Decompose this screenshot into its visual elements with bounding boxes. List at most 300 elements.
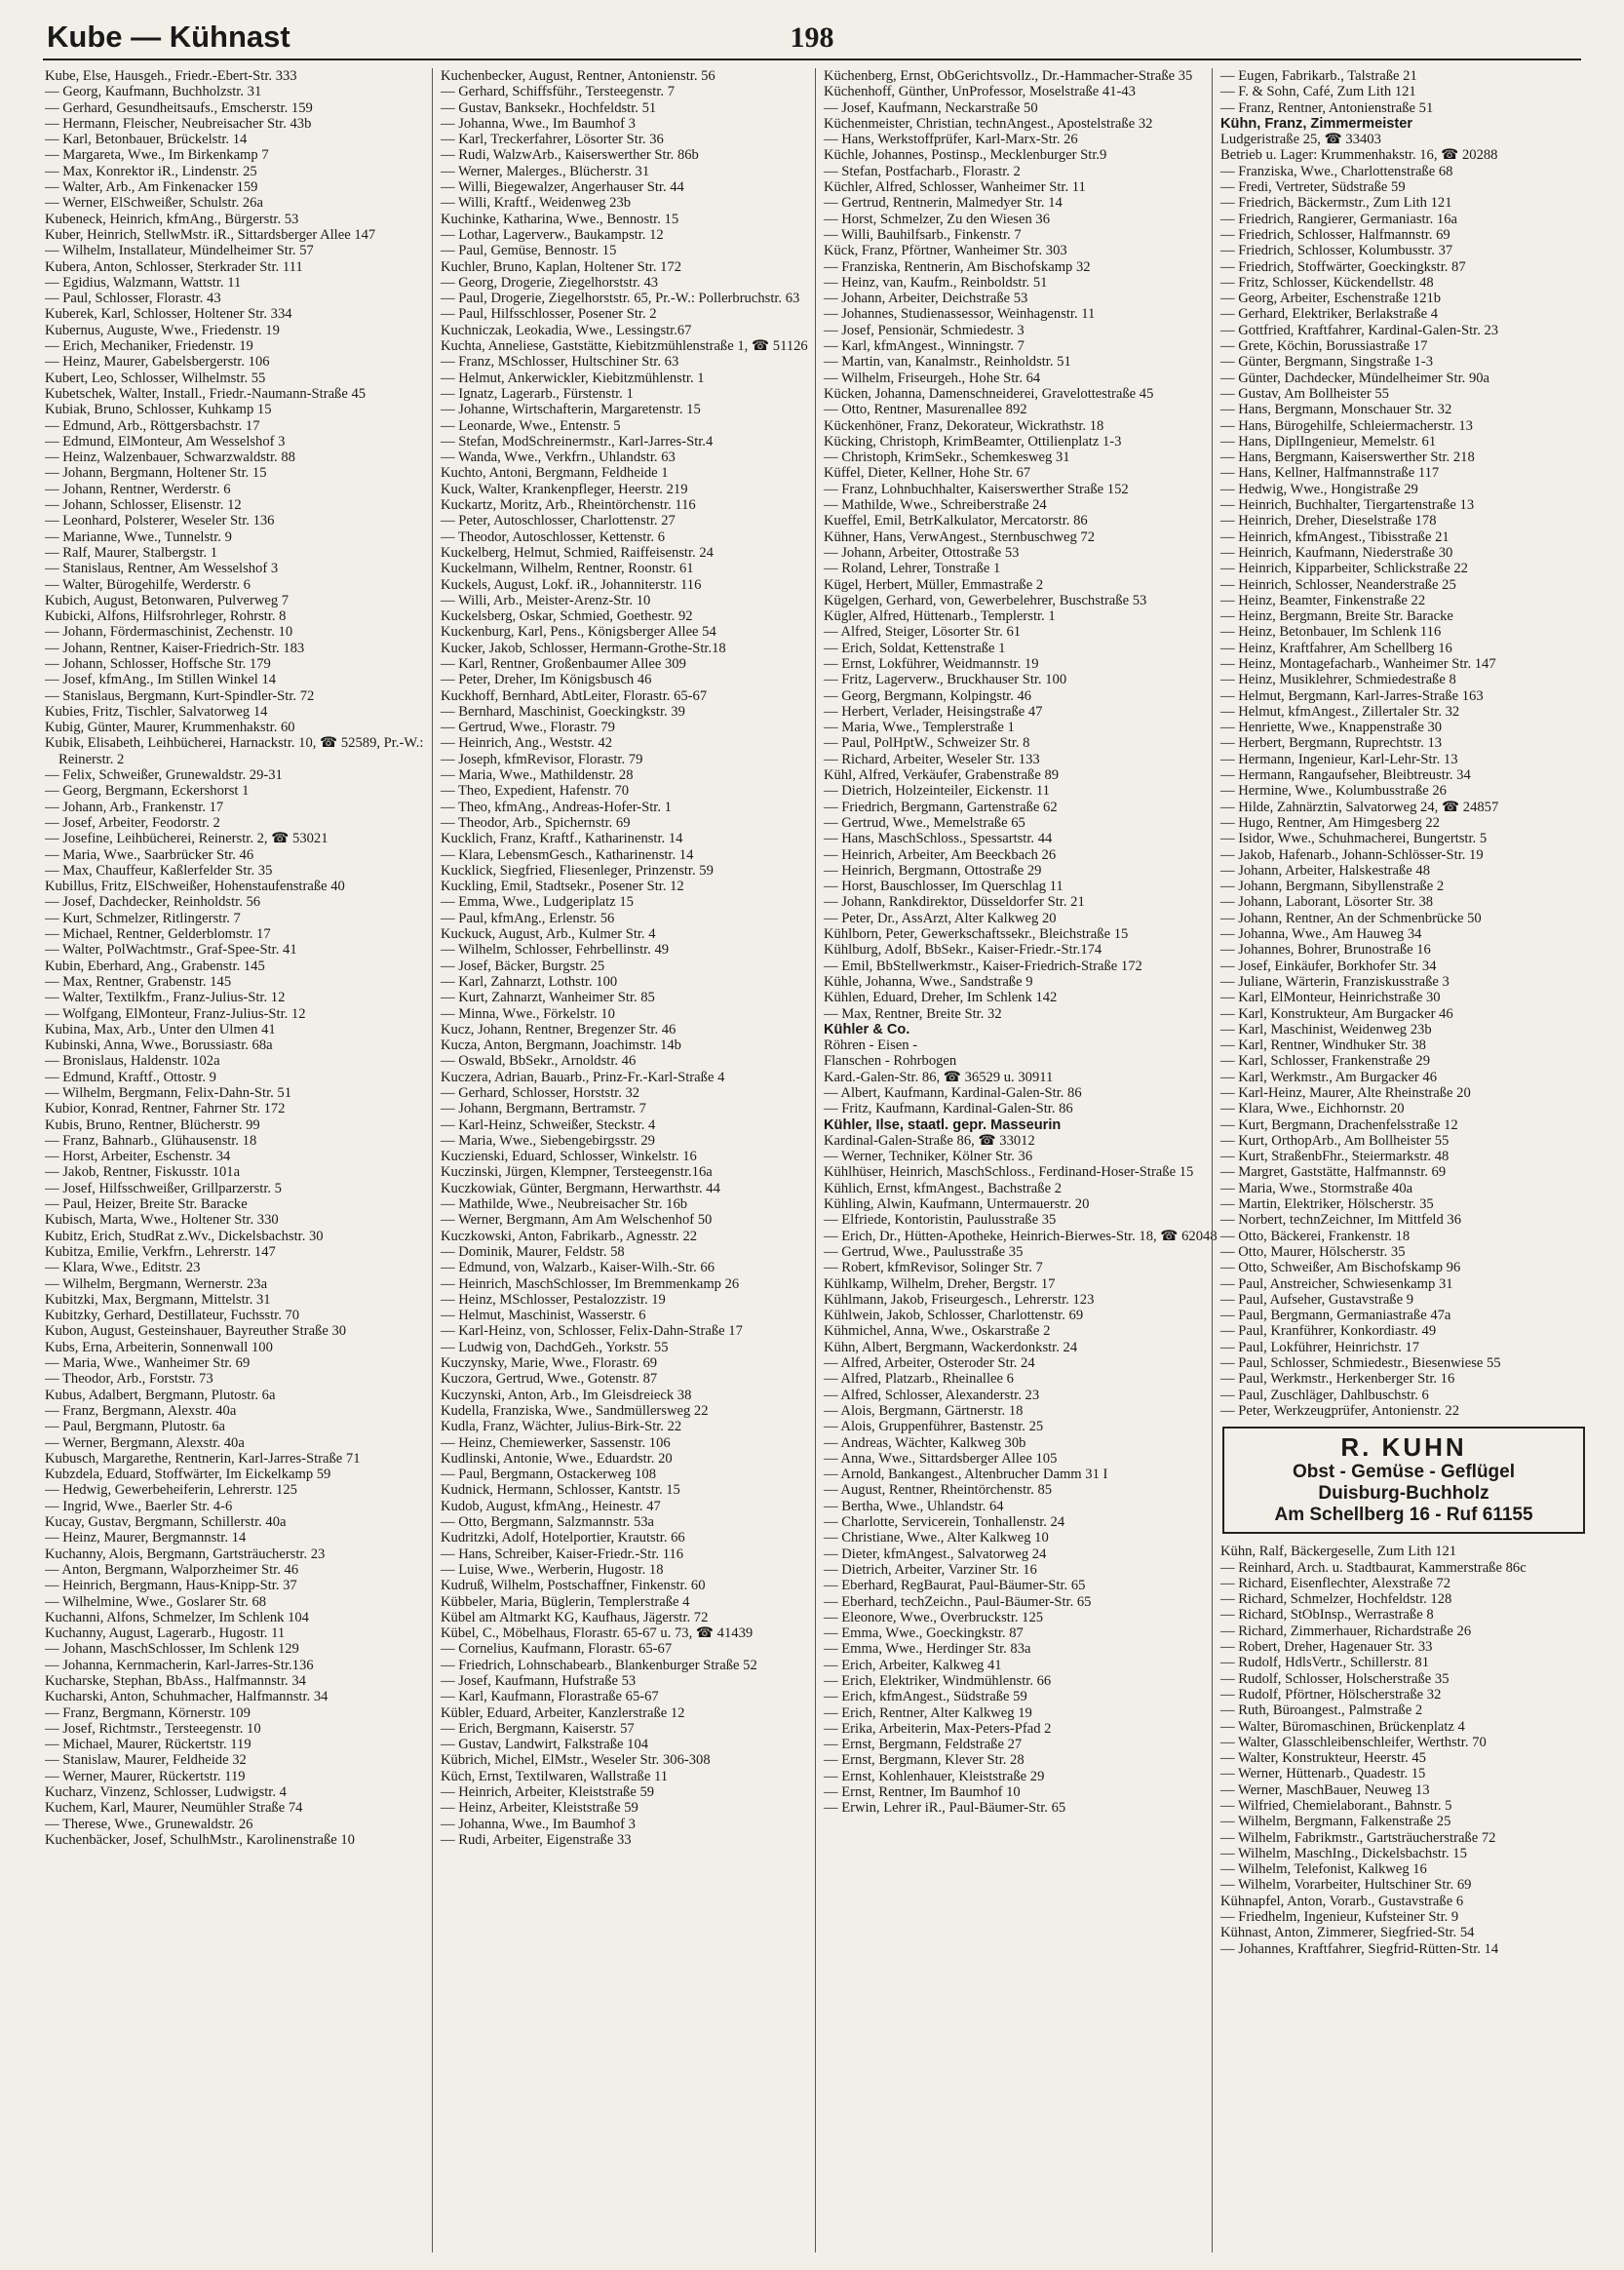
directory-entry: — Heinrich, Buchhalter, Tiergartenstraße 13 bbox=[1220, 497, 1475, 514]
directory-entry: — Heinz, van, Kaufm., Reinboldstr. 51 bbox=[824, 274, 1048, 291]
directory-entry: — Edmund, Arb., Röttgersbachstr. 17 bbox=[45, 417, 260, 434]
directory-entry: — Ernst, Bergmann, Feldstraße 27 bbox=[824, 1737, 1023, 1753]
directory-entry: — Horst, Arbeiter, Eschenstr. 34 bbox=[45, 1149, 231, 1165]
directory-entry: — Elfriede, Kontoristin, Paulusstraße 35 bbox=[824, 1212, 1057, 1229]
directory-entry: Kudlinski, Antonie, Wwe., Eduardstr. 20 bbox=[441, 1450, 673, 1467]
directory-entry: — Karl, Rentner, Großenbaumer Allee 309 bbox=[441, 655, 686, 672]
directory-entry: Kübel am Altmarkt KG, Kaufhaus, Jägerstr. 72 bbox=[441, 1609, 709, 1625]
directory-entry: — Willi, Biegewalzer, Angerhauser Str. 44 bbox=[441, 179, 684, 196]
directory-entry: — Alfred, Schlosser, Alexanderstr. 23 bbox=[824, 1387, 1040, 1403]
directory-entry: — Josefine, Leihbücherei, Reinerstr. 2, ☎ 53021 bbox=[45, 831, 329, 847]
directory-entry: — Werner, Bergmann, Alexstr. 40a bbox=[45, 1434, 245, 1451]
directory-entry: — Günter, Bergmann, Singstraße 1-3 bbox=[1220, 354, 1434, 371]
directory-entry: — Anton, Bergmann, Walporzheimer Str. 46 bbox=[45, 1561, 299, 1578]
directory-entry: Kühl, Alfred, Verkäufer, Grabenstraße 89 bbox=[824, 767, 1060, 784]
directory-entry: — Stefan, ModSchreinermstr., Karl-Jarres-Str.4 bbox=[441, 433, 714, 450]
directory-entry: Kubitz, Erich, StudRat z.Wv., Dickelsbachstr. 30 bbox=[45, 1228, 324, 1244]
directory-entry: — Max, Chauffeur, Kaßlerfelder Str. 35 bbox=[45, 862, 273, 879]
directory-entry: — Michael, Rentner, Gelderblomstr. 17 bbox=[45, 926, 271, 943]
directory-entry: Kubiak, Bruno, Schlosser, Kuhkamp 15 bbox=[45, 402, 272, 418]
directory-entry: Küffel, Dieter, Kellner, Hohe Str. 67 bbox=[824, 465, 1031, 482]
directory-entry: Kückenhöner, Franz, Dekorateur, Wickrathstr. 18 bbox=[824, 417, 1104, 434]
directory-entry: Kudruß, Wilhelm, Postschaffner, Finkenstr. 60 bbox=[441, 1578, 706, 1594]
directory-entry: — Heinz, Maurer, Bergmannstr. 14 bbox=[45, 1530, 247, 1546]
directory-entry: Kubusch, Margarethe, Rentnerin, Karl-Jarres-Straße 71 bbox=[45, 1450, 361, 1467]
directory-entry: — Emma, Wwe., Ludgeriplatz 15 bbox=[441, 894, 634, 911]
directory-entry: — Heinz, Kraftfahrer, Am Schellberg 16 bbox=[1220, 640, 1452, 656]
directory-entry: Kuchinke, Katharina, Wwe., Bennostr. 15 bbox=[441, 211, 679, 227]
directory-entry: Betrieb u. Lager: Krummenhakstr. 16, ☎ 20288 bbox=[1220, 147, 1498, 164]
directory-entry: — Helmut, Maschinist, Wasserstr. 6 bbox=[441, 1308, 646, 1324]
directory-entry: Küchler, Alfred, Schlosser, Wanheimer Str. 11 bbox=[824, 179, 1086, 196]
directory-entry: Kuchenbecker, August, Rentner, Antonienstr. 56 bbox=[441, 68, 715, 84]
directory-entry: — Johann, Arbeiter, Deichstraße 53 bbox=[824, 291, 1028, 307]
directory-entry: — Walter, PolWachtmstr., Graf-Spee-Str. 41 bbox=[45, 942, 297, 959]
directory-entry: — Franz, Lohnbuchhalter, Kaiserswerther Straße 152 bbox=[824, 481, 1129, 497]
directory-entry: — Günter, Dachdecker, Mündelheimer Str. 90a bbox=[1220, 370, 1490, 386]
directory-entry: — Helmut, Bergmann, Karl-Jarres-Straße 163 bbox=[1220, 687, 1484, 704]
directory-entry: — Walter, Arb., Am Finkenacker 159 bbox=[45, 179, 258, 196]
directory-entry: Kuchto, Antoni, Bergmann, Feldheide 1 bbox=[441, 465, 669, 482]
directory-entry: — Mathilde, Wwe., Schreiberstraße 24 bbox=[824, 497, 1047, 514]
directory-entry: — Werner, Hüttenarb., Quadestr. 15 bbox=[1220, 1766, 1426, 1782]
directory-entry: — Wanda, Wwe., Verkfrn., Uhlandstr. 63 bbox=[441, 450, 676, 466]
directory-entry: — Karl, Rentner, Windhuker Str. 38 bbox=[1220, 1037, 1426, 1054]
directory-entry: — Theodor, Arb., Forststr. 73 bbox=[45, 1371, 213, 1388]
directory-entry: — Margareta, Wwe., Im Birkenkamp 7 bbox=[45, 147, 269, 164]
directory-entry: Kühler & Co. bbox=[824, 1021, 910, 1037]
directory-entry: — Heinrich, kfmAngest., Tibisstraße 21 bbox=[1220, 528, 1450, 545]
directory-entry: — Wilhelm, Schlosser, Fehrbellinstr. 49 bbox=[441, 942, 670, 959]
directory-entry: — Edmund, ElMonteur, Am Wesselshof 3 bbox=[45, 433, 286, 450]
directory-entry: — Hedwig, Gewerbeheiferin, Lehrerstr. 125 bbox=[45, 1482, 297, 1499]
directory-entry: — Werner, MaschBauer, Neuweg 13 bbox=[1220, 1781, 1430, 1798]
directory-entry: — Hedwig, Wwe., Hongistraße 29 bbox=[1220, 481, 1418, 497]
directory-entry: Kühlkamp, Wilhelm, Dreher, Bergstr. 17 bbox=[824, 1275, 1056, 1292]
directory-entry: Küchenberg, Ernst, ObGerichtsvollz., Dr.-Hammacher-Straße 35 bbox=[824, 68, 1193, 84]
ad-line: Am Schellberg 16 - Ruf 61155 bbox=[1274, 1505, 1533, 1526]
directory-entry: — Heinz, Maurer, Gabelsbergerstr. 106 bbox=[45, 354, 270, 371]
directory-entry: — Stanislaus, Bergmann, Kurt-Spindler-Str. 72 bbox=[45, 687, 315, 704]
directory-entry: Kubin, Eberhard, Ang., Grabenstr. 145 bbox=[45, 958, 265, 974]
directory-entry: — Johann, Bergmann, Holtener Str. 15 bbox=[45, 465, 267, 482]
directory-entry: — Gustav, Landwirt, Falkstraße 104 bbox=[441, 1737, 649, 1753]
directory-entry: — Heinz, Bergmann, Breite Str. Baracke bbox=[1220, 608, 1453, 625]
directory-entry: — Hugo, Rentner, Am Himgesberg 22 bbox=[1220, 814, 1440, 831]
directory-entry: Kuchanny, August, Lagerarb., Hugostr. 11 bbox=[45, 1625, 286, 1642]
directory-entry: — Robert, Dreher, Hagenauer Str. 33 bbox=[1220, 1639, 1433, 1656]
directory-entry: — Paul, Kranführer, Konkordiastr. 49 bbox=[1220, 1323, 1437, 1340]
directory-entry: — Mathilde, Wwe., Neubreisacher Str. 16b bbox=[441, 1196, 688, 1213]
directory-entry: — Leonarde, Wwe., Entenstr. 5 bbox=[441, 417, 621, 434]
directory-entry: — Reinhard, Arch. u. Stadtbaurat, Kammerstraße 86c bbox=[1220, 1559, 1527, 1576]
directory-entry: — Karl, ElMonteur, Heinrichstraße 30 bbox=[1220, 990, 1441, 1006]
ad-line: Obst - Gemüse - Geflügel bbox=[1292, 1462, 1516, 1483]
directory-entry: — Roland, Lehrer, Tonstraße 1 bbox=[824, 561, 1001, 577]
directory-entry: — Herbert, Bergmann, Ruprechtstr. 13 bbox=[1220, 735, 1443, 752]
directory-entry: — Ralf, Maurer, Stalbergstr. 1 bbox=[45, 544, 218, 561]
directory-entry: Kucharske, Stephan, BbAss., Halfmannstr. 34 bbox=[45, 1672, 306, 1689]
directory-entry: — Helmut, kfmAngest., Zillertaler Str. 32 bbox=[1220, 703, 1460, 720]
directory-entry: Küch, Ernst, Textilwaren, Wallstraße 11 bbox=[441, 1768, 668, 1784]
directory-entry: Kard.-Galen-Str. 86, ☎ 36529 u. 30911 bbox=[824, 1069, 1054, 1085]
directory-entry: Kuberek, Karl, Schlosser, Holtener Str. 334 bbox=[45, 306, 292, 323]
directory-entry: — Johanna, Wwe., Am Hauweg 34 bbox=[1220, 926, 1422, 943]
directory-entry: — Rudolf, Schlosser, Holscherstraße 35 bbox=[1220, 1670, 1450, 1687]
directory-entry: — Eberhard, techZeichn., Paul-Bäumer-Str. 65 bbox=[824, 1593, 1092, 1610]
directory-entry: — Johanne, Wirtschafterin, Margaretenstr. 15 bbox=[441, 402, 701, 418]
directory-entry: — Karl, Schlosser, Frankenstraße 29 bbox=[1220, 1053, 1431, 1070]
directory-entry: — Paul, Anstreicher, Schwiesenkamp 31 bbox=[1220, 1275, 1453, 1292]
directory-entry: — Wilhelm, Fabrikmstr., Gartsträucherstraße 72 bbox=[1220, 1829, 1496, 1846]
directory-entry: Kühlhüser, Heinrich, MaschSchloss., Ferdinand-Hoser-Straße 15 bbox=[824, 1164, 1194, 1181]
directory-entry: — Walter, Bürogehilfe, Werderstr. 6 bbox=[45, 576, 251, 593]
directory-entry: — Walter, Konstrukteur, Heerstr. 45 bbox=[1220, 1750, 1426, 1767]
ad-company-name: R. KUHN bbox=[1340, 1432, 1467, 1463]
directory-entry: Kuczienski, Eduard, Schlosser, Winkelstr. 16 bbox=[441, 1149, 697, 1165]
directory-entry: — Heinz, Walzenbauer, Schwarzwaldstr. 88 bbox=[45, 450, 295, 466]
directory-entry: — Franz, Bergmann, Alexstr. 40a bbox=[45, 1402, 237, 1419]
directory-entry: — Franz, Rentner, Antonienstraße 51 bbox=[1220, 99, 1434, 116]
directory-entry: Kühle, Johanna, Wwe., Sandstraße 9 bbox=[824, 973, 1033, 990]
directory-entry: — Karl, Kaufmann, Florastraße 65-67 bbox=[441, 1689, 659, 1705]
directory-entry: — Johann, Bergmann, Sibyllenstraße 2 bbox=[1220, 879, 1445, 895]
directory-entry: — Heinrich, Arbeiter, Am Beeckbach 26 bbox=[824, 846, 1057, 863]
directory-entry: — Margret, Gaststätte, Halfmannstr. 69 bbox=[1220, 1164, 1447, 1181]
directory-entry: — Stanislaw, Maurer, Feldheide 32 bbox=[45, 1752, 247, 1769]
directory-entry: — Edmund, Kraftf., Ottostr. 9 bbox=[45, 1069, 216, 1085]
directory-entry: — Maria, Wwe., Wanheimer Str. 69 bbox=[45, 1355, 251, 1372]
directory-entry: — Johann, Arbeiter, Halskestraße 48 bbox=[1220, 862, 1431, 879]
directory-entry: — Karl, Werkmstr., Am Burgacker 46 bbox=[1220, 1069, 1438, 1085]
directory-entry: — F. & Sohn, Café, Zum Lith 121 bbox=[1220, 84, 1416, 100]
directory-entry: — Friedrich, Bergmann, Gartenstraße 62 bbox=[824, 799, 1058, 815]
directory-entry: Kubicki, Alfons, Hilfsrohrleger, Rohrstr. 8 bbox=[45, 608, 287, 625]
directory-entry: — Paul, Aufseher, Gustavstraße 9 bbox=[1220, 1291, 1414, 1308]
directory-entry: — Theo, Expedient, Hafenstr. 70 bbox=[441, 783, 630, 800]
directory-entry: — Theo, kfmAng., Andreas-Hofer-Str. 1 bbox=[441, 799, 672, 815]
directory-entry: — Josef, Kaufmann, Neckarstraße 50 bbox=[824, 99, 1038, 116]
directory-entry: — Maria, Wwe., Mathildenstr. 28 bbox=[441, 767, 634, 784]
directory-entry: Kück, Franz, Pförtner, Wanheimer Str. 303 bbox=[824, 243, 1067, 259]
directory-entry: — Maria, Wwe., Saarbrücker Str. 46 bbox=[45, 846, 254, 863]
directory-entry: — Marianne, Wwe., Tunnelstr. 9 bbox=[45, 528, 232, 545]
directory-entry: — Richard, Schmelzer, Hochfeldstr. 128 bbox=[1220, 1591, 1452, 1608]
directory-entry: — Ignatz, Lagerarb., Fürstenstr. 1 bbox=[441, 385, 634, 402]
directory-entry: — Georg, Kaufmann, Buchholzstr. 31 bbox=[45, 84, 262, 100]
directory-entry: — Gerhard, Gesundheitsaufs., Emscherstr. 159 bbox=[45, 99, 313, 116]
directory-entry: Kucklich, Franz, Kraftf., Katharinenstr. 14 bbox=[441, 831, 683, 847]
directory-entry: — Alfred, Steiger, Lösorter Str. 61 bbox=[824, 624, 1022, 641]
directory-entry: — Johann, Arbeiter, Ottostraße 53 bbox=[824, 544, 1020, 561]
directory-entry: — Wilhelmine, Wwe., Goslarer Str. 68 bbox=[45, 1593, 267, 1610]
directory-entry: — Martin, Elektriker, Hölscherstr. 35 bbox=[1220, 1196, 1434, 1213]
directory-entry: — Paul, Gemüse, Bennostr. 15 bbox=[441, 243, 617, 259]
directory-entry: Kuczkowski, Anton, Fabrikarb., Agnesstr. 22 bbox=[441, 1228, 698, 1244]
directory-entry: Kuckling, Emil, Stadtsekr., Posener Str. 12 bbox=[441, 879, 684, 895]
directory-entry: Kubera, Anton, Schlosser, Sterkrader Str. 111 bbox=[45, 258, 303, 275]
directory-entry: Kügler, Alfred, Hüttenarb., Templerstr. 1 bbox=[824, 608, 1056, 625]
directory-entry: — Karl-Heinz, Maurer, Alte Rheinstraße 20 bbox=[1220, 1085, 1471, 1101]
directory-entry: — Werner, ElSchweißer, Schulstr. 26a bbox=[45, 195, 263, 212]
directory-entry: — Leonhard, Polsterer, Weseler Str. 136 bbox=[45, 513, 275, 529]
directory-entry: — Peter, Dreher, Im Königsbusch 46 bbox=[441, 672, 652, 688]
directory-entry: — Johanna, Kernmacherin, Karl-Jarres-Str.136 bbox=[45, 1657, 314, 1673]
directory-entry: Kuckels, August, Lokf. iR., Johanniterstr. 116 bbox=[441, 576, 702, 593]
directory-entry: — Wilhelm, Friseurgeh., Hohe Str. 64 bbox=[824, 370, 1041, 386]
directory-entry: Kubina, Max, Arb., Unter den Ulmen 41 bbox=[45, 1021, 276, 1037]
directory-entry: Kübrich, Michel, ElMstr., Weseler Str. 306-308 bbox=[441, 1752, 711, 1769]
directory-entry: — Heinz, Arbeiter, Kleiststraße 59 bbox=[441, 1800, 638, 1817]
directory-entry: Kardinal-Galen-Straße 86, ☎ 33012 bbox=[824, 1132, 1035, 1149]
directory-entry: — Gerhard, Schiffsführ., Tersteegenstr. 7 bbox=[441, 84, 675, 100]
directory-entry: — Karl-Heinz, Schweißer, Steckstr. 4 bbox=[441, 1116, 656, 1133]
directory-entry: — Karl, kfmAngest., Winningstr. 7 bbox=[824, 338, 1025, 355]
directory-entry: — Johann, Laborant, Lösorter Str. 38 bbox=[1220, 894, 1434, 911]
directory-entry: — Oswald, BbSekr., Arnoldstr. 46 bbox=[441, 1053, 637, 1070]
directory-entry: — Friedrich, Lohnschabearb., Blankenburger Straße 52 bbox=[441, 1657, 757, 1673]
directory-entry: — Franz, Bergmann, Körnerstr. 109 bbox=[45, 1704, 251, 1721]
directory-entry: — Wilhelm, Bergmann, Falkenstraße 25 bbox=[1220, 1814, 1451, 1830]
directory-entry: — Ernst, Bergmann, Klever Str. 28 bbox=[824, 1752, 1025, 1769]
directory-entry: — Ingrid, Wwe., Baerler Str. 4-6 bbox=[45, 1498, 233, 1514]
directory-entry: — Wilhelm, Bergmann, Wernerstr. 23a bbox=[45, 1275, 268, 1292]
directory-entry: Kubitza, Emilie, Verkfrn., Lehrerstr. 147 bbox=[45, 1243, 276, 1260]
directory-entry: — Helmut, Ankerwickler, Kiebitzmühlenstr. 1 bbox=[441, 370, 705, 386]
directory-entry: — Richard, StObInsp., Werrastraße 8 bbox=[1220, 1607, 1434, 1624]
directory-entry: — Paul, Bergmann, Ostackerweg 108 bbox=[441, 1467, 657, 1483]
directory-entry: — Alois, Gruppenführer, Bastenstr. 25 bbox=[824, 1419, 1044, 1435]
directory-entry: — Johann, MaschSchlosser, Im Schlenk 129 bbox=[45, 1641, 299, 1658]
directory-entry: — Johann, Schlosser, Elisenstr. 12 bbox=[45, 497, 242, 514]
directory-entry: — Werner, Bergmann, Am Am Welschenhof 50 bbox=[441, 1212, 713, 1229]
directory-entry: — Egidius, Walzmann, Wattstr. 11 bbox=[45, 274, 242, 291]
directory-entry: Kuczera, Adrian, Bauarb., Prinz-Fr.-Karl-Straße 4 bbox=[441, 1069, 725, 1085]
directory-entry: Kucza, Anton, Bergmann, Joachimstr. 14b bbox=[441, 1037, 681, 1054]
directory-entry: — Max, Rentner, Breite Str. 32 bbox=[824, 1005, 1002, 1022]
directory-entry: Kubig, Günter, Maurer, Krummenhakstr. 60 bbox=[45, 720, 295, 736]
directory-entry: — Hans, DiplIngenieur, Memelstr. 61 bbox=[1220, 433, 1437, 450]
directory-entry: — Fritz, Lagerverw., Bruckhauser Str. 100 bbox=[824, 672, 1067, 688]
directory-entry: Kubis, Bruno, Rentner, Blücherstr. 99 bbox=[45, 1116, 260, 1133]
directory-entry: — Wilfried, Chemielaborant., Bahnstr. 5 bbox=[1220, 1797, 1452, 1814]
directory-entry: — Ernst, Kohlenhauer, Kleiststraße 29 bbox=[824, 1768, 1045, 1784]
directory-entry: — Paul, Zuschläger, Dahlbuschstr. 6 bbox=[1220, 1387, 1429, 1403]
directory-entry: — Erich, kfmAngest., Südstraße 59 bbox=[824, 1689, 1027, 1705]
directory-entry: — Henriette, Wwe., Knappenstraße 30 bbox=[1220, 720, 1443, 736]
directory-entry: — Erika, Arbeiterin, Max-Peters-Pfad 2 bbox=[824, 1720, 1052, 1737]
directory-entry: — Paul, Heizer, Breite Str. Baracke bbox=[45, 1196, 248, 1213]
directory-entry: — Heinrich, Kaufmann, Niederstraße 30 bbox=[1220, 544, 1453, 561]
directory-entry: — Gottfried, Kraftfahrer, Kardinal-Galen-Str. 23 bbox=[1220, 322, 1499, 338]
directory-entry: — Willi, Kraftf., Weidenweg 23b bbox=[441, 195, 632, 212]
directory-entry: — Wolfgang, ElMonteur, Franz-Julius-Str. 12 bbox=[45, 1005, 306, 1022]
directory-entry: — Johannes, Studienassessor, Weinhagenstr. 11 bbox=[824, 306, 1096, 323]
directory-entry: — Karl-Heinz, von, Schlosser, Felix-Dahn-Straße 17 bbox=[441, 1323, 743, 1340]
directory-entry: Kuber, Heinrich, StellwMstr. iR., Sittardsberger Allee 147 bbox=[45, 226, 376, 243]
directory-entry: — Theodor, Autoschlosser, Kettenstr. 6 bbox=[441, 528, 666, 545]
directory-entry: — Grete, Köchin, Borussiastraße 17 bbox=[1220, 338, 1428, 355]
directory-entry: — Rudi, WalzwArb., Kaiserswerther Str. 86b bbox=[441, 147, 699, 164]
page-number: 198 bbox=[790, 21, 834, 54]
directory-entry: — Arnold, Bankangest., Altenbrucher Damm 31 I bbox=[824, 1467, 1108, 1483]
directory-column-4 bbox=[1212, 68, 1591, 2252]
directory-entry: — Otto, Rentner, Masurenallee 892 bbox=[824, 402, 1027, 418]
directory-entry: — Heinrich, Schlosser, Neanderstraße 25 bbox=[1220, 576, 1456, 593]
directory-entry: — Heinz, Chemiewerker, Sassenstr. 106 bbox=[441, 1434, 671, 1451]
directory-entry: Kubior, Konrad, Rentner, Fahrner Str. 172 bbox=[45, 1101, 286, 1117]
directory-entry: — Kurt, OrthopArb., Am Bollheister 55 bbox=[1220, 1132, 1450, 1149]
advertisement-box bbox=[1222, 1427, 1585, 1534]
directory-entry: Kuchenbäcker, Josef, SchulhMstr., Karolinenstraße 10 bbox=[45, 1831, 355, 1848]
directory-entry: Kuchta, Anneliese, Gaststätte, Kiebitzmühlenstraße 1, ☎ 51126 bbox=[441, 338, 808, 355]
directory-entry: — Stanislaus, Rentner, Am Wesselshof 3 bbox=[45, 561, 279, 577]
directory-entry: — Gertrud, Rentnerin, Malmedyer Str. 14 bbox=[824, 195, 1063, 212]
directory-entry: — Ruth, Büroangest., Palmstraße 2 bbox=[1220, 1702, 1423, 1719]
directory-entry: — Erich, Soldat, Kettenstraße 1 bbox=[824, 640, 1006, 656]
directory-entry: Kuczkowiak, Günter, Bergmann, Herwarthstr. 44 bbox=[441, 1180, 720, 1196]
directory-entry: Kudella, Franziska, Wwe., Sandmüllersweg 22 bbox=[441, 1402, 709, 1419]
directory-entry: — Jakob, Rentner, Fiskusstr. 101a bbox=[45, 1164, 241, 1181]
directory-entry: — Erich, Bergmann, Kaiserstr. 57 bbox=[441, 1720, 635, 1737]
directory-entry: — Maria, Wwe., Stormstraße 40a bbox=[1220, 1180, 1413, 1196]
directory-entry: — Karl, Konstrukteur, Am Burgacker 46 bbox=[1220, 1005, 1453, 1022]
directory-entry: — Heinrich, Kipparbeiter, Schlickstraße 22 bbox=[1220, 561, 1468, 577]
directory-entry: Kücken, Johanna, Damenschneiderei, Gravelottestraße 45 bbox=[824, 385, 1154, 402]
directory-entry: — Johann, Schlosser, Hoffsche Str. 179 bbox=[45, 655, 271, 672]
directory-entry: Küchle, Johannes, Postinsp., Mecklenburger Str.9 bbox=[824, 147, 1107, 164]
directory-entry: — Werner, Maurer, Rückertstr. 119 bbox=[45, 1768, 246, 1784]
directory-entry: — Gertrud, Wwe., Paulusstraße 35 bbox=[824, 1243, 1024, 1260]
directory-entry: — Dominik, Maurer, Feldstr. 58 bbox=[441, 1243, 625, 1260]
directory-entry: — Johannes, Kraftfahrer, Siegfrid-Rütten-Str. 14 bbox=[1220, 1940, 1499, 1957]
directory-entry: Kuczinski, Jürgen, Klempner, Tersteegenstr.16a bbox=[441, 1164, 713, 1181]
directory-entry: — Josef, Einkäufer, Borkhofer Str. 34 bbox=[1220, 958, 1437, 974]
directory-entry: — Anna, Wwe., Sittardsberger Allee 105 bbox=[824, 1450, 1058, 1467]
directory-entry: — Franziska, Wwe., Charlottenstraße 68 bbox=[1220, 163, 1453, 179]
directory-entry: — Heinz, MSchlosser, Pestalozzistr. 19 bbox=[441, 1291, 666, 1308]
directory-entry: — Dietrich, Holzeinteiler, Eickenstr. 11 bbox=[824, 783, 1050, 800]
directory-entry: — Georg, Drogerie, Ziegelhorststr. 43 bbox=[441, 274, 659, 291]
directory-entry: — Klara, Wwe., Eichhornstr. 20 bbox=[1220, 1101, 1405, 1117]
directory-entry: — Isidor, Wwe., Schuhmacherei, Bungertstr. 5 bbox=[1220, 831, 1488, 847]
directory-entry: Kucay, Gustav, Bergmann, Schillerstr. 40a bbox=[45, 1514, 287, 1531]
directory-entry: — Hermann, Rangaufseher, Bleibtreustr. 34 bbox=[1220, 767, 1471, 784]
directory-entry: — Fredi, Vertreter, Südstraße 59 bbox=[1220, 179, 1406, 196]
directory-entry: — Therese, Wwe., Grunewaldstr. 26 bbox=[45, 1816, 253, 1832]
directory-entry: — Johanna, Wwe., Im Baumhof 3 bbox=[441, 1816, 636, 1832]
directory-entry: — Robert, kfmRevisor, Solinger Str. 7 bbox=[824, 1260, 1043, 1276]
directory-entry: Kühn, Ralf, Bäckergeselle, Zum Lith 121 bbox=[1220, 1544, 1457, 1560]
directory-entry: — Friedrich, Schlosser, Halfmannstr. 69 bbox=[1220, 226, 1450, 243]
directory-entry: — Eleonore, Wwe., Overbruckstr. 125 bbox=[824, 1609, 1044, 1625]
directory-entry: — Norbert, technZeichner, Im Mittfeld 36 bbox=[1220, 1212, 1462, 1229]
directory-entry: — Dietrich, Arbeiter, Varziner Str. 16 bbox=[824, 1561, 1037, 1578]
directory-entry: Kübbeler, Maria, Büglerin, Templerstraße 4 bbox=[441, 1593, 690, 1610]
directory-entry: — Johannes, Bohrer, Brunostraße 16 bbox=[1220, 942, 1431, 959]
directory-entry: Kuchniczak, Leokadia, Wwe., Lessingstr.67 bbox=[441, 322, 692, 338]
directory-entry: — Johann, Rentner, Werderstr. 6 bbox=[45, 481, 231, 497]
directory-entry: — Jakob, Hafenarb., Johann-Schlösser-Str. 19 bbox=[1220, 846, 1484, 863]
directory-entry: — Josef, Dachdecker, Reinholdstr. 56 bbox=[45, 894, 261, 911]
directory-entry: Kubert, Leo, Schlosser, Wilhelmstr. 55 bbox=[45, 370, 266, 386]
directory-entry: — August, Rentner, Rheintörchenstr. 85 bbox=[824, 1482, 1053, 1499]
directory-entry: — Gerhard, Schlosser, Horststr. 32 bbox=[441, 1085, 640, 1101]
directory-entry: — Karl, Betonbauer, Brückelstr. 14 bbox=[45, 132, 248, 148]
directory-entry: — Alfred, Arbeiter, Osteroder Str. 24 bbox=[824, 1355, 1035, 1372]
directory-entry: — Johann, Rankdirektor, Düsseldorfer Str. 21 bbox=[824, 894, 1085, 911]
directory-entry: — Hans, Schreiber, Kaiser-Friedr.-Str. 116 bbox=[441, 1546, 684, 1562]
directory-entry: — Maria, Wwe., Templerstraße 1 bbox=[824, 720, 1015, 736]
directory-entry: — Karl, Maschinist, Weidenweg 23b bbox=[1220, 1021, 1432, 1037]
directory-entry: Küchenhoff, Günther, UnProfessor, Moselstraße 41-43 bbox=[824, 84, 1136, 100]
directory-entry: — Christoph, KrimSekr., Schemkesweg 31 bbox=[824, 450, 1070, 466]
directory-entry: — Johann, Rentner, Kaiser-Friedrich-Str. 183 bbox=[45, 640, 305, 656]
directory-entry: Kubillus, Fritz, ElSchweißer, Hohenstaufenstraße 40 bbox=[45, 879, 345, 895]
directory-entry: Flanschen - Rohrbogen bbox=[824, 1053, 957, 1070]
directory-entry: — Paul, Lokführer, Heinrichstr. 17 bbox=[1220, 1339, 1420, 1355]
directory-entry: — Karl, Zahnarzt, Lothstr. 100 bbox=[441, 973, 618, 990]
directory-entry: — Josef, Arbeiter, Feodorstr. 2 bbox=[45, 814, 220, 831]
directory-entry: Kubernus, Auguste, Wwe., Friedenstr. 19 bbox=[45, 322, 280, 338]
directory-entry: — Otto, Schweißer, Am Bischofskamp 96 bbox=[1220, 1260, 1461, 1276]
directory-entry: Kubus, Adalbert, Bergmann, Plutostr. 6a bbox=[45, 1387, 276, 1403]
directory-entry: — Georg, Arbeiter, Eschenstraße 121b bbox=[1220, 291, 1442, 307]
directory-entry: — Richard, Arbeiter, Weseler Str. 133 bbox=[824, 751, 1040, 767]
directory-entry: Kubik, Elisabeth, Leihbücherei, Harnackstr. 10, ☎ 52589, Pr.-W.: Reinerstr. 2 bbox=[45, 735, 424, 767]
directory-entry: — Paul, Drogerie, Ziegelhorststr. 65, Pr.-W.: Pollerbruchstr. 63 bbox=[441, 291, 800, 307]
directory-entry: — Paul, Hilfsschlosser, Posener Str. 2 bbox=[441, 306, 657, 323]
directory-entry: — Peter, Autoschlosser, Charlottenstr. 27 bbox=[441, 513, 676, 529]
directory-entry: — Richard, Zimmerhauer, Richardstraße 26 bbox=[1220, 1623, 1472, 1639]
directory-entry: — Paul, Bergmann, Plutostr. 6a bbox=[45, 1419, 225, 1435]
directory-entry: Kuck, Walter, Krankenpfleger, Heerstr. 219 bbox=[441, 481, 688, 497]
directory-entry: — Walter, Textilkfm., Franz-Julius-Str. 12 bbox=[45, 990, 286, 1006]
directory-entry: — Heinz, Beamter, Finkenstraße 22 bbox=[1220, 592, 1426, 608]
directory-entry: — Otto, Bergmann, Salzmannstr. 53a bbox=[441, 1514, 655, 1531]
directory-entry: — Theodor, Arb., Spichernstr. 69 bbox=[441, 814, 631, 831]
directory-entry: — Heinz, Musiklehrer, Schmiedestraße 8 bbox=[1220, 672, 1456, 688]
directory-entry: Röhren - Eisen - bbox=[824, 1037, 918, 1054]
directory-entry: — Franz, MSchlosser, Hultschiner Str. 63 bbox=[441, 354, 679, 371]
directory-entry: — Hans, MaschSchloss., Spessartstr. 44 bbox=[824, 831, 1053, 847]
directory-entry: — Paul, PolHptW., Schweizer Str. 8 bbox=[824, 735, 1030, 752]
directory-entry: — Horst, Schmelzer, Zu den Wiesen 36 bbox=[824, 211, 1051, 227]
directory-entry: — Franz, Bahnarb., Glühausenstr. 18 bbox=[45, 1132, 257, 1149]
directory-entry: — Gertrud, Wwe., Memelstraße 65 bbox=[824, 814, 1025, 831]
directory-entry: — Juliane, Wärterin, Franziskusstraße 3 bbox=[1220, 973, 1450, 990]
directory-entry: — Wilhelm, Vorarbeiter, Hultschiner Str. 69 bbox=[1220, 1877, 1472, 1894]
directory-entry: — Rudolf, HdlsVertr., Schillerstr. 81 bbox=[1220, 1655, 1430, 1671]
directory-entry: Kucharski, Anton, Schuhmacher, Halfmannstr. 34 bbox=[45, 1689, 329, 1705]
directory-entry: — Bertha, Wwe., Uhlandstr. 64 bbox=[824, 1498, 1004, 1514]
directory-entry: Kubisch, Marta, Wwe., Holtener Str. 330 bbox=[45, 1212, 279, 1229]
directory-entry: — Kurt, Zahnarzt, Wanheimer Str. 85 bbox=[441, 990, 655, 1006]
directory-entry: Kühnast, Anton, Zimmerer, Siegfried-Str. 54 bbox=[1220, 1925, 1475, 1941]
directory-entry: — Hermine, Wwe., Kolumbusstraße 26 bbox=[1220, 783, 1447, 800]
directory-entry: — Kurt, StraßenbFhr., Steiermarkstr. 48 bbox=[1220, 1149, 1450, 1165]
directory-entry: — Johann, Arb., Frankenstr. 17 bbox=[45, 799, 224, 815]
directory-entry: — Josef, Pensionär, Schmiedestr. 3 bbox=[824, 322, 1025, 338]
directory-entry: — Minna, Wwe., Förkelstr. 10 bbox=[441, 1005, 615, 1022]
directory-entry: — Heinz, Betonbauer, Im Schlenk 116 bbox=[1220, 624, 1442, 641]
directory-entry: — Johanna, Wwe., Im Baumhof 3 bbox=[441, 115, 636, 132]
directory-entry: — Hans, Werkstoffprüfer, Karl-Marx-Str. 26 bbox=[824, 132, 1078, 148]
directory-entry: — Friedrich, Schlosser, Kolumbusstr. 37 bbox=[1220, 243, 1453, 259]
directory-entry: Kucker, Jakob, Schlosser, Hermann-Grothe-Str.18 bbox=[441, 640, 726, 656]
directory-entry: — Peter, Werkzeugprüfer, Antonienstr. 22 bbox=[1220, 1402, 1460, 1419]
directory-entry: — Kurt, Schmelzer, Ritlingerstr. 7 bbox=[45, 910, 241, 926]
